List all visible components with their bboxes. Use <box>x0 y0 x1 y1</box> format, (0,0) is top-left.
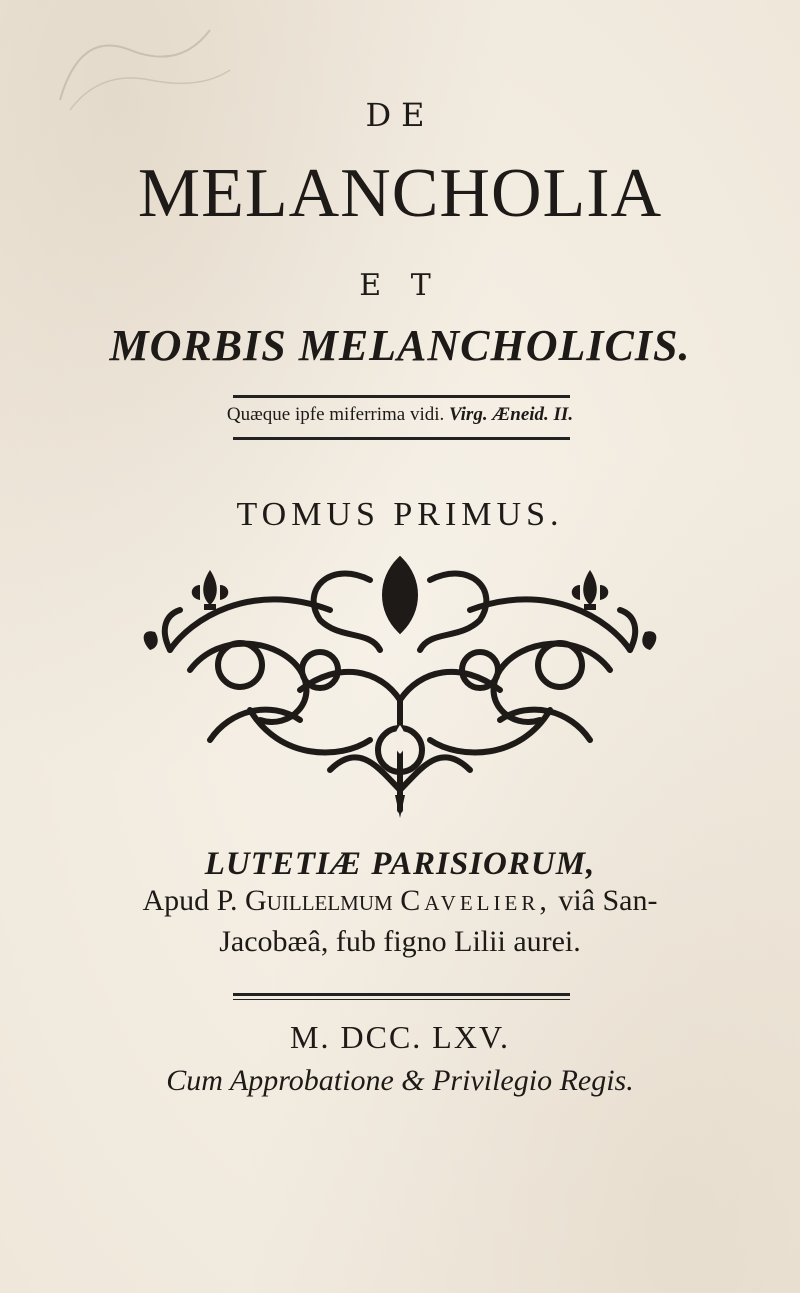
rule-imprint-thin <box>233 999 570 1000</box>
title-de: DE <box>365 96 435 134</box>
volume-label: TOMUS PRIMUS. <box>236 496 564 533</box>
imprint-apud: Apud P. <box>142 884 238 917</box>
printer-first-name: Guillelmum <box>245 884 393 917</box>
rule-top <box>233 395 570 398</box>
epigraph-text: Quæque ipfe miferrima vidi. <box>226 404 445 425</box>
title-et: E T <box>359 268 441 303</box>
main-title: MELANCHOLIA <box>137 155 663 232</box>
printer-last-name: Cavelier, <box>400 884 551 917</box>
rule-bottom <box>233 437 570 440</box>
imprint-city: LUTETIÆ PARISIORUM, <box>204 846 596 882</box>
epigraph <box>0 404 800 426</box>
imprint-address: Jacobæâ, fub figno Lilii aurei. <box>219 925 581 958</box>
rule-imprint <box>233 993 570 996</box>
fleur-de-lis-ornament <box>130 540 670 820</box>
imprint-printer-line <box>0 884 800 918</box>
subtitle: MORBIS MELANCHOLICIS. <box>109 321 691 370</box>
imprint-date: M. DCC. LXV. <box>290 1019 510 1055</box>
privilege-line: Cum Approbatione & Privilegio Regis. <box>166 1064 634 1097</box>
imprint-street: viâ San- <box>558 884 658 917</box>
epigraph-source: Virg. Æneid. II. <box>449 404 574 425</box>
